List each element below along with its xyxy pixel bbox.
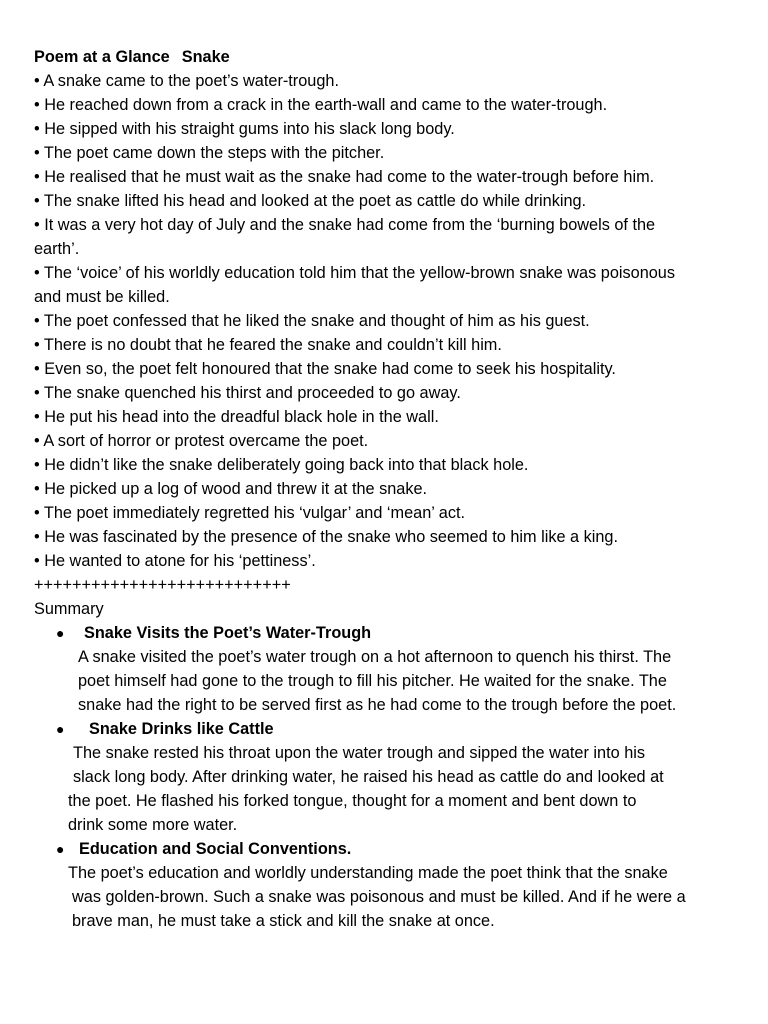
- glance-point-continuation: and must be killed.: [34, 288, 170, 306]
- section-heading-text: Snake Visits the Poet’s Water-Trough: [84, 624, 372, 642]
- section-heading: [34, 717, 768, 741]
- glance-point: • He wanted to atone for his ‘pettiness’.: [34, 552, 316, 570]
- bullet-icon: ●: [56, 721, 65, 737]
- glance-point: • There is no doubt that he feared the snake and couldn’t kill him.: [34, 336, 502, 354]
- section-text-line: A snake visited the poet’s water trough on a hot afternoon to quench his thirst. The: [78, 648, 672, 666]
- glance-point: • The poet came down the steps with the pitcher.: [34, 144, 385, 162]
- section-heading-text: Education and Social Conventions.: [79, 840, 352, 858]
- glance-point: • He picked up a log of wood and threw it at the snake.: [34, 480, 428, 498]
- section-text-line: slack long body. After drinking water, he raised his head as cattle do and looked at: [73, 768, 664, 786]
- section-heading-text: Snake Drinks like Cattle: [89, 720, 274, 738]
- glance-point: • The snake lifted his head and looked at the poet as cattle do while drinking.: [34, 192, 587, 210]
- glance-point: • He reached down from a crack in the earth-wall and came to the water-trough.: [34, 96, 608, 114]
- glance-list: [34, 69, 768, 573]
- section-text-line: drink some more water.: [68, 816, 238, 834]
- section-heading: [34, 621, 768, 645]
- summary-section: [34, 621, 768, 717]
- section-text-line: was golden-brown. Such a snake was poisonous and must be killed. And if he were a: [72, 888, 686, 906]
- summary-section: [34, 837, 768, 933]
- page-title: [34, 45, 768, 69]
- glance-point: • He put his head into the dreadful black hole in the wall.: [34, 408, 439, 426]
- title-topic: Snake: [181, 48, 230, 66]
- bullet-icon: ●: [56, 625, 65, 641]
- glance-point: • The poet confessed that he liked the snake and thought of him as his guest.: [34, 312, 590, 330]
- glance-point: • Even so, the poet felt honoured that the snake had come to seek his hospitality.: [34, 360, 616, 378]
- section-text-line: poet himself had gone to the trough to fill his pitcher. He waited for the snake. The: [78, 672, 667, 690]
- section-text-line: snake had the right to be served first as he had come to the trough before the poet.: [78, 696, 677, 714]
- bullet-icon: ●: [56, 841, 65, 857]
- glance-point: • He realised that he must wait as the snake had come to the water-trough before him.: [34, 168, 655, 186]
- glance-point: • The snake quenched his thirst and proceeded to go away.: [34, 384, 461, 402]
- glance-point: • A snake came to the poet’s water-trough.: [34, 72, 339, 90]
- section-text-line: brave man, he must take a stick and kill the snake at once.: [72, 912, 495, 930]
- divider: +++++++++++++++++++++++++++: [34, 576, 291, 594]
- section-heading: [34, 837, 768, 861]
- glance-point: • He was fascinated by the presence of the snake who seemed to him like a king.: [34, 528, 619, 546]
- glance-point: • A sort of horror or protest overcame the poet.: [34, 432, 369, 450]
- glance-point: • The ‘voice’ of his worldly education told him that the yellow-brown snake was poisonous: [34, 264, 676, 282]
- section-text-line: The snake rested his throat upon the water trough and sipped the water into his: [73, 744, 646, 762]
- glance-point: • He didn’t like the snake deliberately going back into that black hole.: [34, 456, 529, 474]
- glance-point-continuation: earth’.: [34, 240, 80, 258]
- summary-section: [34, 717, 768, 837]
- section-text-line: The poet’s education and worldly understanding made the poet think that the snake: [68, 864, 668, 882]
- glance-point: • It was a very hot day of July and the snake had come from the ‘burning bowels of the: [34, 216, 656, 234]
- title-text: Poem at a Glance: [34, 48, 170, 66]
- summary-label: Summary: [34, 600, 104, 618]
- section-text-line: the poet. He flashed his forked tongue, thought for a moment and bent down to: [68, 792, 637, 810]
- glance-point: • The poet immediately regretted his ‘vulgar’ and ‘mean’ act.: [34, 504, 466, 522]
- glance-point: • He sipped with his straight gums into his slack long body.: [34, 120, 455, 138]
